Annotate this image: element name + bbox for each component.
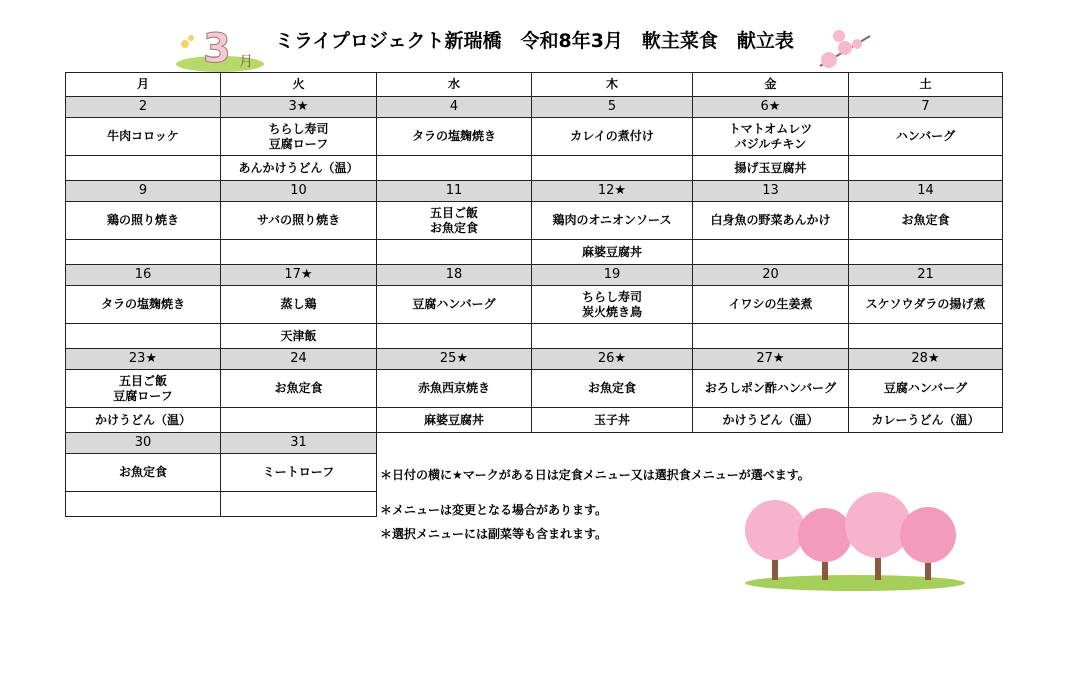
date-row	[66, 433, 1003, 454]
empty-cell	[377, 433, 532, 454]
alt-menu-cell	[377, 240, 532, 265]
date-cell: 19	[532, 265, 693, 286]
main-dish-cell: お魚定食	[66, 454, 221, 492]
alt-menu-cell	[66, 492, 221, 517]
main-dish-cell: 豆腐ハンバーグ	[849, 370, 1003, 408]
empty-cell	[693, 433, 849, 454]
main-dish-cell: 五目ご飯 お魚定食	[377, 202, 532, 240]
main-dish-row	[66, 202, 1003, 240]
march-logo-illustration	[175, 24, 265, 72]
main-dish-cell: 鶏肉のオニオンソース	[532, 202, 693, 240]
weekday-header: 金	[693, 73, 849, 97]
date-cell: 23★	[66, 349, 221, 370]
note-side: ＊選択メニューには副菜等も含まれます。	[380, 527, 608, 541]
date-cell: 21	[849, 265, 1003, 286]
alt-menu-cell	[849, 156, 1003, 181]
date-cell: 13	[693, 181, 849, 202]
cherry-blossom-icon	[815, 26, 875, 72]
date-cell: 5	[532, 97, 693, 118]
date-cell: 7	[849, 97, 1003, 118]
weekday-header: 水	[377, 73, 532, 97]
date-cell: 4	[377, 97, 532, 118]
main-dish-row	[66, 370, 1003, 408]
date-row	[66, 181, 1003, 202]
alt-menu-cell: 玉子丼	[532, 408, 693, 433]
date-cell: 6★	[693, 97, 849, 118]
main-dish-cell: カレイの煮付け	[532, 118, 693, 156]
alt-menu-cell	[693, 324, 849, 349]
alt-menu-cell	[849, 240, 1003, 265]
alt-menu-cell: あんかけうどん（温）	[221, 156, 377, 181]
alt-menu-row	[66, 324, 1003, 349]
alt-menu-cell: 揚げ玉豆腐丼	[693, 156, 849, 181]
date-cell: 31	[221, 433, 377, 454]
weekday-header-row	[66, 73, 1003, 97]
alt-menu-cell	[66, 324, 221, 349]
date-cell: 11	[377, 181, 532, 202]
alt-menu-cell: かけうどん（温）	[693, 408, 849, 433]
date-cell: 26★	[532, 349, 693, 370]
cherry-trees-illustration	[740, 485, 970, 595]
main-dish-cell: スケソウダラの揚げ煮	[849, 286, 1003, 324]
main-dish-cell: 白身魚の野菜あんかけ	[693, 202, 849, 240]
main-dish-cell: 豆腐ハンバーグ	[377, 286, 532, 324]
main-dish-cell: 鶏の照り焼き	[66, 202, 221, 240]
date-cell: 9	[66, 181, 221, 202]
date-cell: 25★	[377, 349, 532, 370]
page-title: ミライプロジェクト新瑞橋 令和8年3月 軟主菜食 献立表	[275, 30, 794, 52]
alt-menu-cell	[66, 156, 221, 181]
main-dish-cell: サバの照り焼き	[221, 202, 377, 240]
main-dish-cell: お魚定食	[532, 370, 693, 408]
main-dish-cell: トマトオムレツ バジルチキン	[693, 118, 849, 156]
date-cell: 27★	[693, 349, 849, 370]
alt-menu-row	[66, 240, 1003, 265]
alt-menu-cell	[377, 156, 532, 181]
main-dish-cell: 赤魚西京焼き	[377, 370, 532, 408]
date-cell: 2	[66, 97, 221, 118]
alt-menu-cell: 天津飯	[221, 324, 377, 349]
date-cell: 16	[66, 265, 221, 286]
date-row	[66, 265, 1003, 286]
date-cell: 10	[221, 181, 377, 202]
main-dish-cell: ハンバーグ	[849, 118, 1003, 156]
date-cell: 30	[66, 433, 221, 454]
alt-menu-cell: かけうどん（温）	[66, 408, 221, 433]
main-dish-cell: ちらし寿司 豆腐ローフ	[221, 118, 377, 156]
main-dish-cell: タラの塩麹焼き	[377, 118, 532, 156]
weekday-header: 月	[66, 73, 221, 97]
alt-menu-cell: カレーうどん（温）	[849, 408, 1003, 433]
main-dish-cell: タラの塩麹焼き	[66, 286, 221, 324]
date-cell: 20	[693, 265, 849, 286]
empty-cell	[849, 433, 1003, 454]
date-row	[66, 97, 1003, 118]
alt-menu-cell	[693, 240, 849, 265]
alt-menu-cell	[66, 240, 221, 265]
main-dish-cell: お魚定食	[849, 202, 1003, 240]
alt-menu-cell: 麻婆豆腐丼	[532, 240, 693, 265]
main-dish-row	[66, 118, 1003, 156]
date-cell: 3★	[221, 97, 377, 118]
alt-menu-cell	[849, 324, 1003, 349]
weekday-header: 木	[532, 73, 693, 97]
main-dish-cell: イワシの生姜煮	[693, 286, 849, 324]
weekday-header: 土	[849, 73, 1003, 97]
alt-menu-cell	[221, 408, 377, 433]
note-star: ＊日付の横に★マークがある日は定食メニュー又は選択食メニューが選べます。	[380, 468, 810, 482]
svg-text:月: 月	[239, 54, 253, 70]
date-cell: 28★	[849, 349, 1003, 370]
date-cell: 14	[849, 181, 1003, 202]
alt-menu-cell	[377, 324, 532, 349]
alt-menu-cell	[221, 240, 377, 265]
note-change: ＊メニューは変更となる場合があります。	[380, 503, 608, 517]
date-cell: 18	[377, 265, 532, 286]
alt-menu-row	[66, 156, 1003, 181]
svg-text:3: 3	[203, 26, 231, 72]
date-cell: 24	[221, 349, 377, 370]
main-dish-cell: ちらし寿司 炭火焼き鳥	[532, 286, 693, 324]
main-dish-row	[66, 286, 1003, 324]
main-dish-cell: 蒸し鶏	[221, 286, 377, 324]
date-cell: 12★	[532, 181, 693, 202]
alt-menu-cell	[532, 156, 693, 181]
date-cell: 17★	[221, 265, 377, 286]
main-dish-cell: 牛肉コロッケ	[66, 118, 221, 156]
main-dish-cell: お魚定食	[221, 370, 377, 408]
empty-cell	[532, 433, 693, 454]
main-dish-cell: ミートローフ	[221, 454, 377, 492]
menu-calendar	[65, 72, 1003, 517]
alt-menu-cell: 麻婆豆腐丼	[377, 408, 532, 433]
alt-menu-row	[66, 408, 1003, 433]
alt-menu-cell	[532, 324, 693, 349]
main-dish-cell: おろしポン酢ハンバーグ	[693, 370, 849, 408]
main-dish-cell: 五目ご飯 豆腐ローフ	[66, 370, 221, 408]
weekday-header: 火	[221, 73, 377, 97]
date-row	[66, 349, 1003, 370]
alt-menu-cell	[221, 492, 377, 517]
